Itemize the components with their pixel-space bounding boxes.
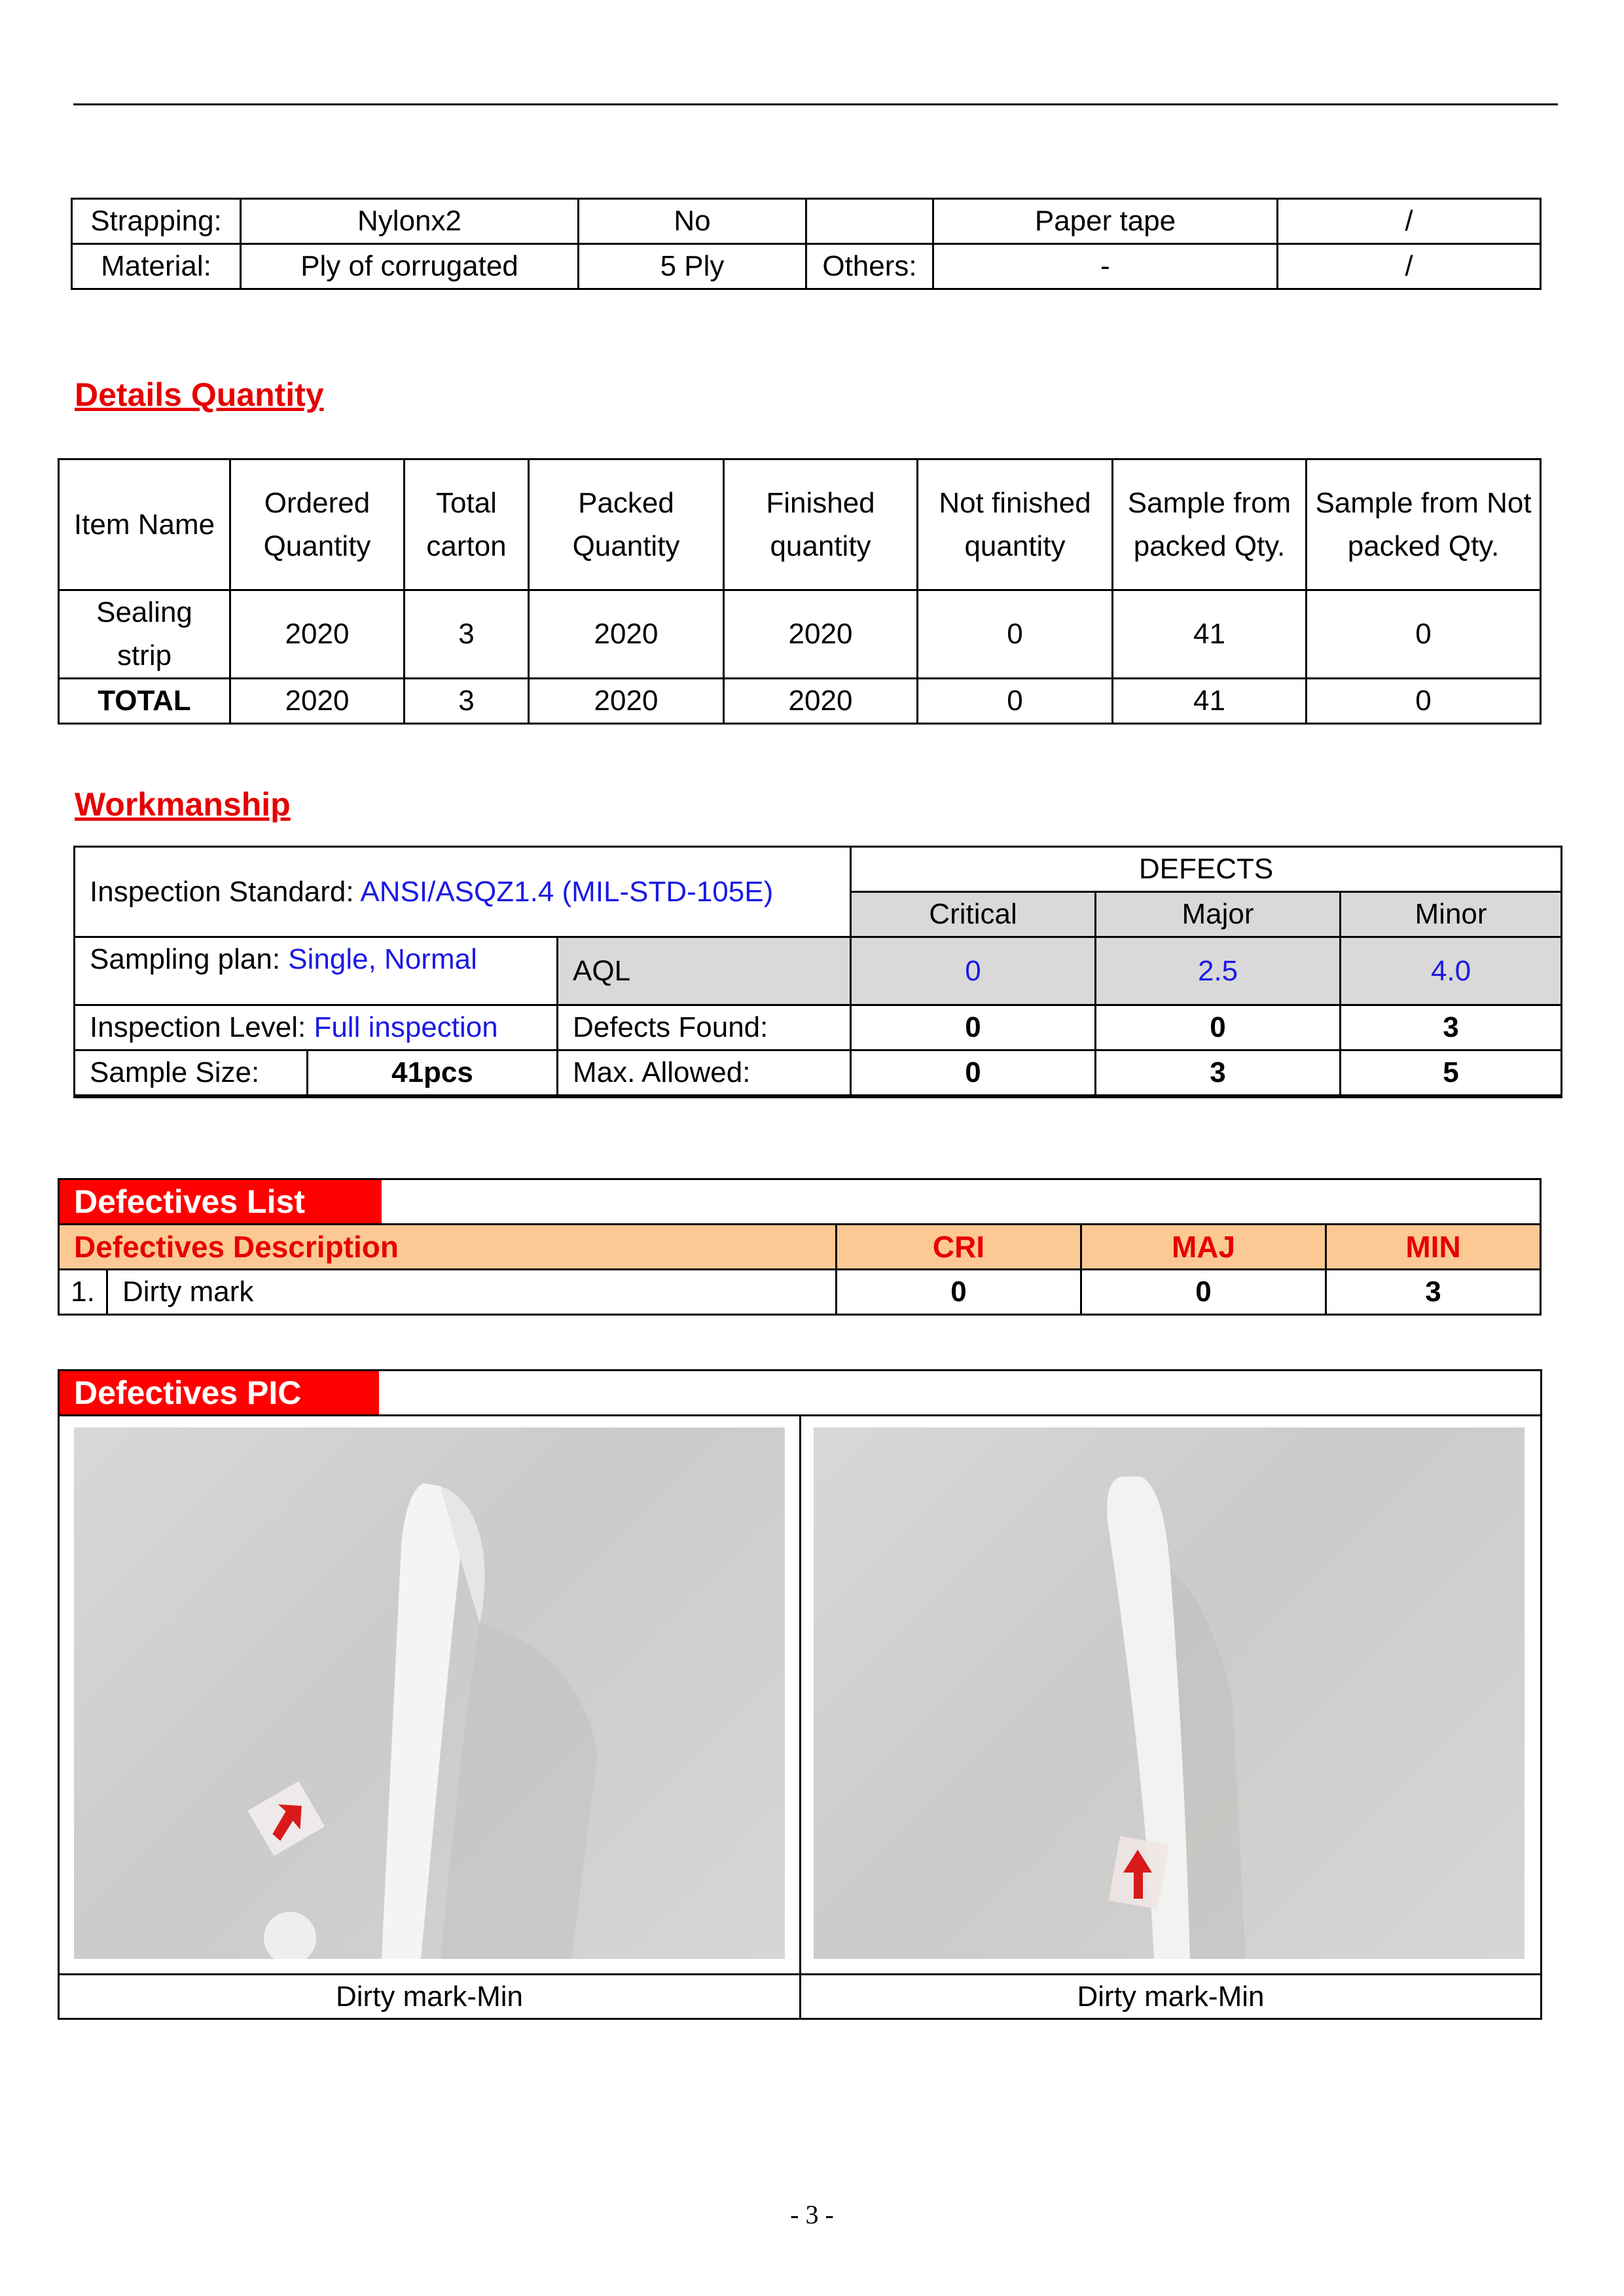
found-minor: 3 [1341, 1005, 1562, 1050]
cell: 2020 [230, 679, 405, 724]
defects-found-label: Defects Found: [558, 1005, 851, 1050]
cell: 2020 [724, 590, 918, 679]
defect-description: Dirty mark [107, 1270, 837, 1315]
table-row [75, 1050, 1562, 1097]
col-major: Major [1096, 892, 1341, 937]
red-arrow-icon [247, 1781, 325, 1856]
max-allowed-label: Max. Allowed: [558, 1050, 851, 1097]
cell: 5 Ply [579, 244, 806, 289]
sealing-strip-image [814, 1427, 1525, 1959]
header-cell: Sample from Not packed Qty. [1307, 459, 1541, 590]
header-cell: Packed Quantity [529, 459, 724, 590]
packing-table [71, 198, 1542, 290]
cell: Ply of corrugated [241, 244, 579, 289]
max-minor: 5 [1341, 1050, 1562, 1097]
header-cell: Sample from packed Qty. [1113, 459, 1307, 590]
cell: 2020 [230, 590, 405, 679]
cell: 3 [405, 679, 529, 724]
cell: 0 [918, 679, 1113, 724]
header-cell: Item Name [59, 459, 230, 590]
header-cell: Total carton [405, 459, 529, 590]
cell [806, 199, 933, 244]
table-row [72, 244, 1541, 289]
defectives-list-title-cell [59, 1179, 837, 1225]
table-row [59, 1179, 1541, 1225]
cell: Sealing strip [59, 590, 230, 679]
label: Inspection Standard: [90, 875, 361, 908]
inspection-level-cell [75, 1005, 558, 1050]
cell: No [579, 199, 806, 244]
value: Full inspection [314, 1011, 498, 1043]
table-total-row [59, 679, 1541, 724]
header-rule [73, 103, 1558, 105]
found-critical: 0 [851, 1005, 1096, 1050]
defect-photo-1 [74, 1427, 785, 1959]
header-cell: Ordered Quantity [230, 459, 405, 590]
cell: Nylonx2 [241, 199, 579, 244]
defect-maj: 0 [1081, 1270, 1326, 1315]
sealing-strip-image [74, 1427, 785, 1959]
defects-header: DEFECTS [851, 847, 1562, 892]
max-major: 3 [1096, 1050, 1341, 1097]
cell: / [1278, 244, 1541, 289]
cell: / [1278, 199, 1541, 244]
cell: 41 [1113, 679, 1307, 724]
maj-header: MAJ [1081, 1225, 1326, 1270]
defectives-pic-panel [58, 1369, 1542, 2020]
table-header-row [59, 459, 1541, 590]
value: Single, Normal [288, 943, 477, 975]
cell: Strapping: [72, 199, 241, 244]
col-minor: Minor [1341, 892, 1562, 937]
photo-caption-2: Dirty mark-Min [1077, 1981, 1265, 2013]
sample-size-label: Sample Size: [75, 1050, 308, 1097]
aql-minor: 4.0 [1341, 937, 1562, 1005]
cell: TOTAL [59, 679, 230, 724]
sampling-plan-cell [75, 937, 558, 1005]
workmanship-table [73, 846, 1562, 1098]
defect-cri: 0 [837, 1270, 1081, 1315]
defectives-description-header: Defectives Description [59, 1225, 837, 1270]
cri-header: CRI [837, 1225, 1081, 1270]
label: Inspection Level: [90, 1011, 314, 1043]
details-quantity-title: Details Quantity [75, 376, 324, 413]
defect-photo-2 [814, 1427, 1525, 1959]
max-critical: 0 [851, 1050, 1096, 1097]
defectives-list-table [58, 1178, 1542, 1316]
table-row [59, 590, 1541, 679]
table-header-row [59, 1225, 1541, 1270]
aql-critical: 0 [851, 937, 1096, 1005]
cell: Paper tape [933, 199, 1278, 244]
workmanship-title: Workmanship [75, 786, 291, 823]
page-number: - 3 - [790, 2200, 834, 2229]
value: ANSI/ASQZ1.4 (MIL-STD-105E) [360, 875, 774, 908]
table-row [75, 847, 1562, 892]
blank-cell [837, 1179, 1541, 1225]
cell: 0 [1307, 679, 1541, 724]
sample-size-value: 41pcs [308, 1050, 558, 1097]
cell: 2020 [529, 679, 724, 724]
aql-major: 2.5 [1096, 937, 1341, 1005]
aql-label: AQL [558, 937, 851, 1005]
defectives-pic-title: Defectives PIC [60, 1371, 379, 1414]
found-major: 0 [1096, 1005, 1341, 1050]
cell: 2020 [724, 679, 918, 724]
inspection-standard-cell [75, 847, 851, 937]
cell: Others: [806, 244, 933, 289]
col-critical: Critical [851, 892, 1096, 937]
table-row [59, 1270, 1541, 1315]
row-number: 1. [59, 1270, 107, 1315]
defect-min: 3 [1326, 1270, 1541, 1315]
table-row [72, 199, 1541, 244]
cell: 41 [1113, 590, 1307, 679]
label: Sampling plan: [90, 943, 289, 975]
table-row [75, 937, 1562, 1005]
header-cell: Finished quantity [724, 459, 918, 590]
photo-divider [799, 1416, 801, 2018]
cell: 2020 [529, 590, 724, 679]
cell: 3 [405, 590, 529, 679]
header-cell: Not finished quantity [918, 459, 1113, 590]
cell: 0 [1307, 590, 1541, 679]
defectives-list-title: Defectives List [60, 1180, 382, 1223]
cell: 0 [918, 590, 1113, 679]
table-row [75, 1005, 1562, 1050]
cell: Material: [72, 244, 241, 289]
photo-caption-1: Dirty mark-Min [336, 1981, 523, 2013]
details-quantity-table [58, 458, 1542, 725]
cell: - [933, 244, 1278, 289]
min-header: MIN [1326, 1225, 1541, 1270]
